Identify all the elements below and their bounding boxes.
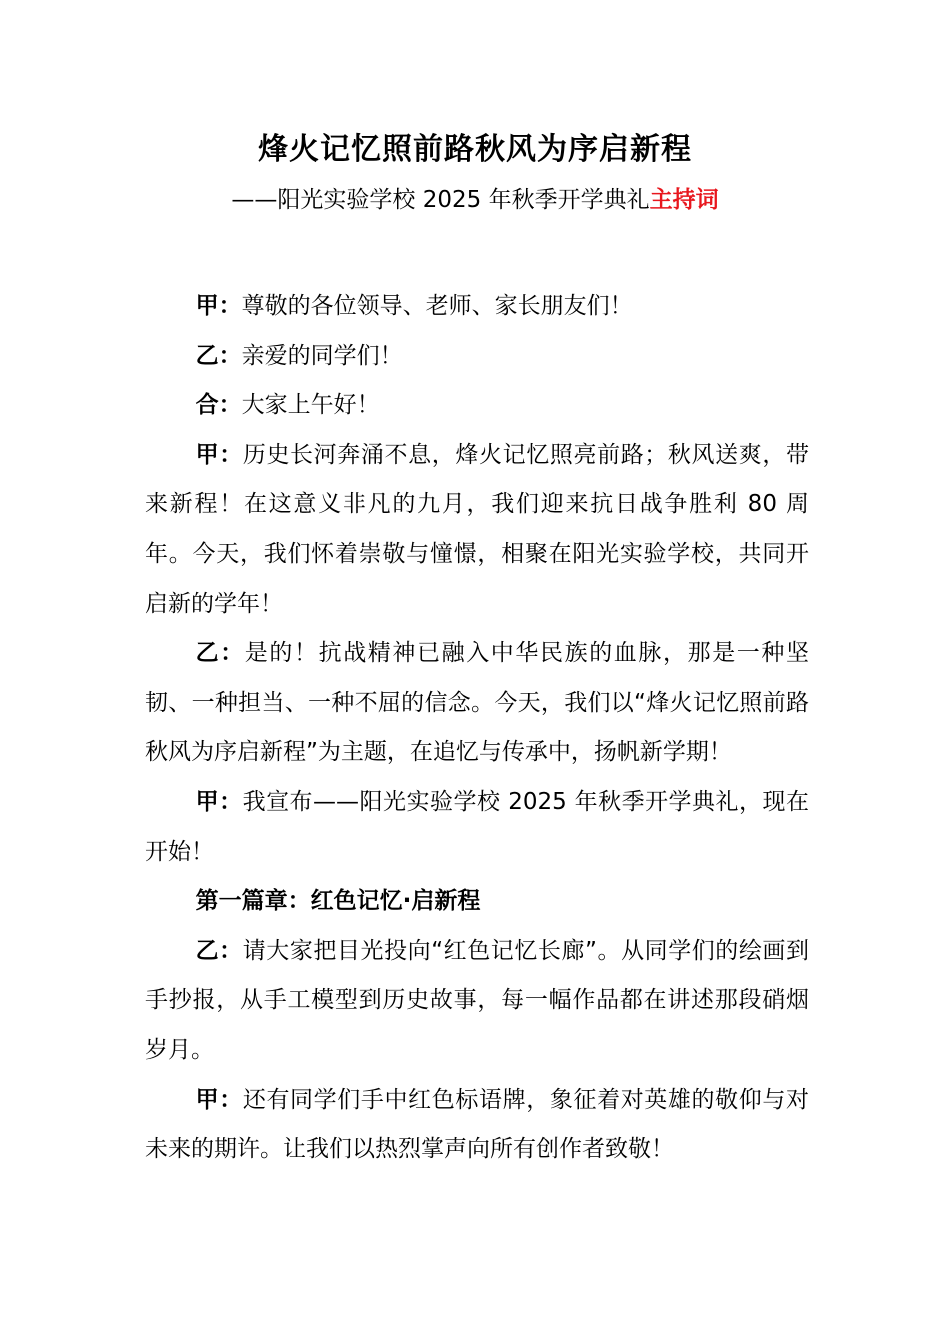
speaker-label: 乙：: [195, 937, 243, 964]
speaker-label: 甲：: [195, 788, 243, 815]
chapter-heading-text: 第一篇章：红色记忆·启新程: [195, 888, 481, 915]
subtitle-prefix: ——阳光实验学校 2025 年秋季开学典礼: [231, 187, 650, 213]
paragraph: [145, 381, 809, 431]
paragraph: [145, 629, 809, 778]
speaker-label: 甲：: [195, 1086, 243, 1113]
document-body: [145, 282, 809, 1175]
paragraph-text: 是的！抗战精神已融入中华民族的血脉，那是一种坚韧、一种担当、一种不屈的信念。今天，我们以“烽火记忆照前路秋风为序启新程”为主题，在追忆与传承中，扬帆新学期！: [145, 640, 810, 766]
speaker-label: 乙：: [195, 342, 242, 369]
document-title: 烽火记忆照前路秋风为序启新程: [258, 132, 692, 167]
paragraph: [145, 1076, 809, 1175]
paragraph: [145, 431, 809, 629]
paragraph-text: 我宣布——阳光实验学校 2025 年秋季开学典礼，现在开始！: [145, 788, 810, 865]
document-subtitle: [0, 182, 950, 218]
paragraph: [145, 927, 809, 1076]
paragraph-text: 大家上午好！: [241, 392, 380, 419]
speaker-label: 甲：: [195, 293, 242, 319]
paragraph-text: 尊敬的各位领导、老师、家长朋友们！: [241, 293, 633, 319]
paragraph: [145, 778, 809, 877]
paragraph-text: 亲爱的同学们！: [241, 342, 403, 369]
paragraph: [145, 332, 809, 382]
speaker-label: 乙：: [195, 640, 245, 667]
speaker-label: 合：: [195, 392, 242, 419]
subtitle-highlight: 主持词: [649, 187, 719, 213]
paragraph-text: 请大家把目光投向“红色记忆长廊”。从同学们的绘画到手抄报，从手工模型到历史故事，每一幅作品都在讲述那段硝烟岁月。: [145, 937, 809, 1063]
paragraph: [145, 282, 809, 332]
paragraph-text: 历史长河奔涌不息，烽火记忆照亮前路；秋风送爽，带来新程！在这意义非凡的九月，我们迎来抗日战争胜利 80 周年。今天，我们怀着崇敬与憧憬，相聚在阳光实验学校，共同开启新的学年！: [145, 441, 810, 617]
chapter-heading: [145, 877, 809, 927]
speaker-label: 甲：: [195, 441, 243, 468]
paragraph-text: 还有同学们手中红色标语牌，象征着对英雄的敬仰与对未来的期许。让我们以热烈掌声向所有创作者致敬！: [145, 1086, 810, 1163]
